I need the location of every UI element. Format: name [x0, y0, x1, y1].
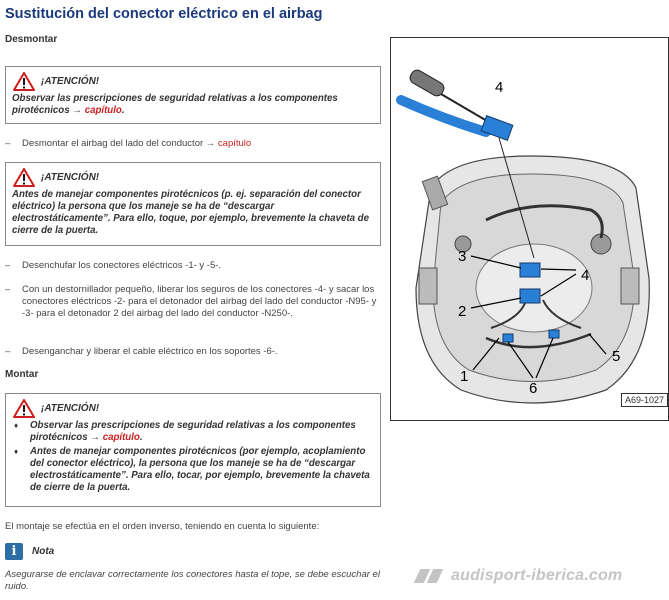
info-icon: i: [5, 543, 23, 560]
section-desmontar: Desmontar: [5, 34, 58, 45]
warning-label: ¡ATENCIÓN!: [41, 402, 100, 414]
connector-3: [520, 263, 540, 277]
warning-triangle-icon: [13, 72, 35, 91]
callout-3: 3: [458, 248, 467, 265]
warning-triangle-icon: [13, 168, 35, 187]
callout-6: 6: [529, 380, 538, 397]
airbag-figure: [390, 37, 669, 421]
warning-text: Antes de manejar componentes pirotécnicos (p. ej. separación del conector eléctrico) la persona que los maneje se ha de “descargar electrostáticamente”. Para ello, toque, por ejemplo, brevemente la chaveta de cierre de la puerta.: [12, 189, 369, 236]
callout-1: 1: [460, 368, 469, 385]
chapter-link[interactable]: capítulo: [102, 432, 140, 443]
callout-4: 4: [495, 79, 504, 96]
step-remove-airbag: – Desmontar el airbag del lado del conductor → capítulo: [5, 138, 252, 149]
warning-box-3: [5, 393, 381, 507]
warning-label: ¡ATENCIÓN!: [41, 75, 100, 87]
note-label: Nota: [32, 546, 55, 557]
page-title: Sustitución del conector eléctrico en el airbag: [5, 6, 323, 22]
warning-text: Observar las prescripciones de seguridad relativas a los componentes pirotécnicos → capítulo.: [12, 93, 338, 116]
warning-label: ¡ATENCIÓN!: [41, 171, 100, 183]
warning-triangle-icon: [13, 399, 35, 418]
airbag-illustration: [391, 38, 669, 421]
warning-bullet: ♦ Observar las prescripciones de seguridad relativas a los componentes pirotécnicos → capítulo.: [12, 420, 374, 444]
figure-code: A69-1027: [621, 393, 668, 407]
step-release-locks: – Con un destornillador pequeño, liberar los seguros de los conectores -4- y sacar los conectores eléctricos -2- para el detonador del airbag del lado del conductor -N95- y -3- para el detonador 2 del airbag del lado del conductor -N250-.: [5, 284, 377, 319]
watermark: audisport-iberica.com: [417, 567, 622, 585]
warning-box-2: [5, 162, 381, 246]
note-text: Asegurarse de enclavar correctamente los conectores hasta el tope, se debe escuchar el ruido.: [5, 569, 380, 592]
chapter-link[interactable]: capítulo: [84, 105, 122, 116]
callout-2: 2: [458, 303, 467, 320]
chapter-link[interactable]: capítulo: [217, 138, 252, 149]
callout-4-lock: 4: [581, 267, 590, 284]
connector-2: [520, 289, 540, 303]
warning-bullet: ♦ Antes de manejar componentes pirotécnicos (por ejemplo, acoplamiento del conector eléctrico), la persona que los maneje se ha de “descargar electrostáticamente”. Para ello, tocar, por ejemplo, brevemente la chaveta de cierre de la puerta.: [12, 446, 374, 494]
step-release-cable: – Desenganchar y liberar el cable eléctrico en los soportes -6-.: [5, 346, 278, 357]
step-unplug-connectors: – Desenchufar los conectores eléctricos -1- y -5-.: [5, 260, 222, 271]
assembly-text: El montaje se efectúa en el orden inverso, teniendo en cuenta lo siguiente:: [5, 521, 320, 532]
warning-box-1: [5, 66, 381, 124]
callout-5: 5: [612, 348, 621, 365]
section-montar: Montar: [5, 369, 39, 380]
watermark-logo-icon: [417, 569, 443, 583]
note-header: [5, 543, 54, 560]
